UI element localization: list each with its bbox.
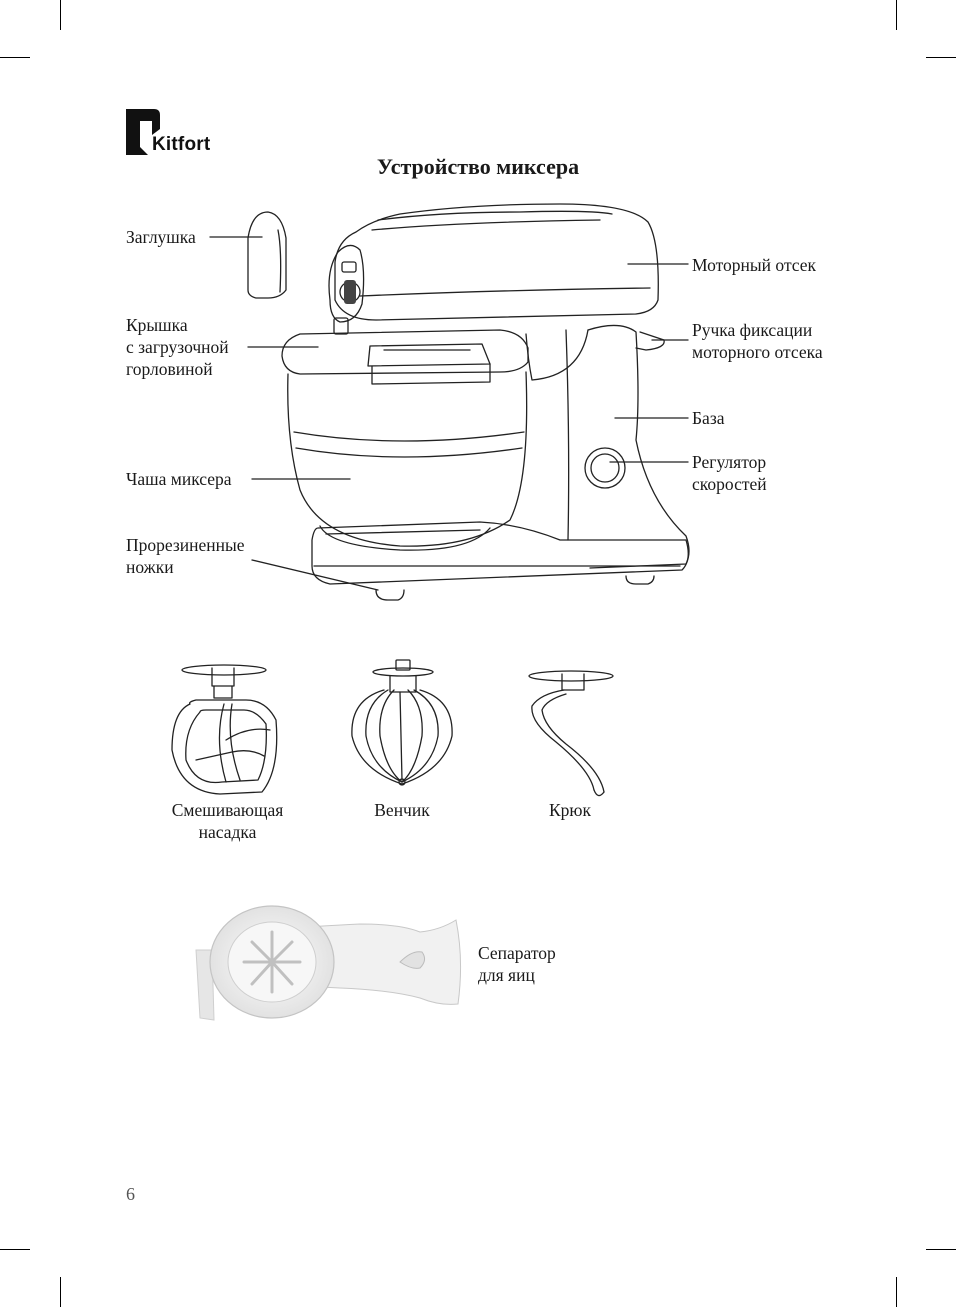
label-hook: Крюк [549, 800, 591, 820]
label-bowl: Чаша миксера [126, 469, 232, 489]
brand-name: Kitfort [152, 134, 211, 155]
label-egg-separator: Сепаратор для яиц [478, 943, 556, 985]
label-beater: Смешивающая насадка [171, 800, 284, 842]
label-lid: Крышка с загрузочной горловиной [126, 315, 229, 379]
label-base: База [692, 408, 725, 428]
label-speed-control: Регулятор скоростей [692, 452, 767, 494]
page-title: Устройство миксера [376, 154, 580, 179]
label-motor: Моторный отсек [692, 255, 817, 275]
label-lock-handle: Ручка фиксации моторного отсека [692, 320, 823, 362]
label-plug: Заглушка [126, 227, 196, 247]
page-number: 6 [126, 1184, 135, 1204]
label-whisk: Венчик [374, 800, 430, 820]
label-feet: Прорезиненные ножки [126, 535, 245, 577]
